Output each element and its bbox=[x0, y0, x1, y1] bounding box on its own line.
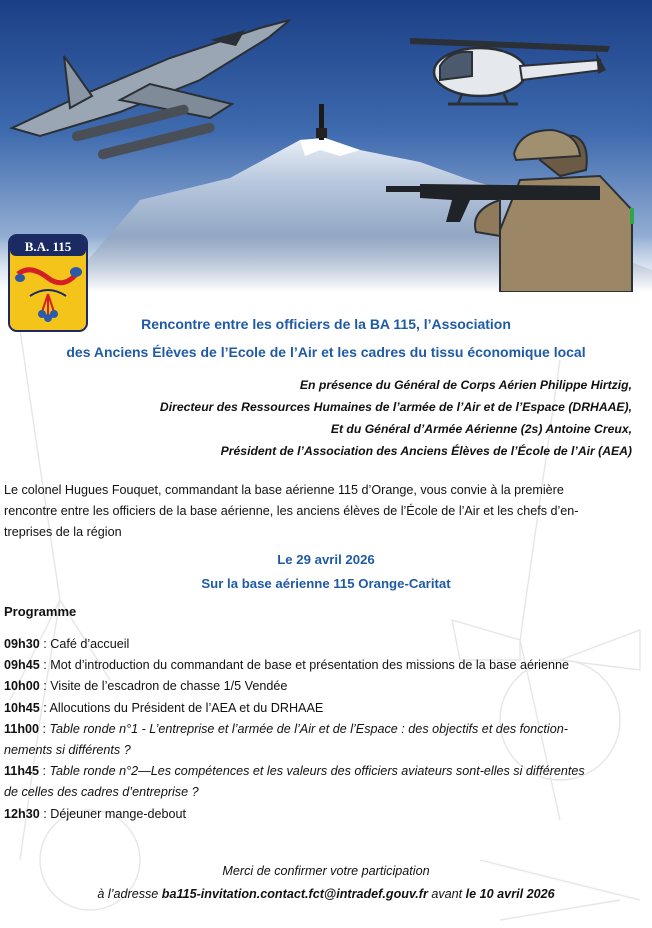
watermark-aircraft-illustration bbox=[0, 300, 652, 928]
rsvp-email-link[interactable]: ba115-invitation.contact.fct@intradef.gouv.fr bbox=[161, 887, 428, 901]
intro-line-2: rencontre entre les officiers de la base aérienne, les anciens élèves de l’École de l’Air et les chefs d’en- bbox=[4, 504, 579, 518]
rsvp-line-1: Merci de confirmer votre participation bbox=[222, 864, 430, 878]
program-item: 10h00 : Visite de l’escadron de chasse 1/5 Vendée bbox=[4, 679, 288, 694]
event-place: Sur la base aérienne 115 Orange-Caritat bbox=[201, 576, 451, 591]
event-date: Le 29 avril 2026 bbox=[277, 552, 375, 567]
rsvp-line-2: à l’adresse ba115-invitation.contact.fct@intradef.gouv.fr avant le 10 avril 2026 bbox=[97, 887, 555, 901]
program-title: Programme bbox=[4, 604, 77, 619]
presence-line-3: Et du Général d’Armée Aérienne (2s) Antoine Creux, bbox=[330, 422, 632, 436]
badge-label: B.A. 115 bbox=[24, 239, 72, 254]
invitation-intro bbox=[4, 480, 649, 543]
program-item-continued: de celles des cadres d’entreprise ? bbox=[4, 785, 199, 800]
title-line-1: Rencontre entre les officiers de la BA 115, l’Association bbox=[141, 316, 511, 332]
program-item: 12h30 : Déjeuner mange-debout bbox=[4, 806, 187, 821]
program-list bbox=[4, 634, 650, 825]
program-item: 11h45 : Table ronde n°2—Les compétences et les valeurs des officiers aviateurs sont-elles si différentes bbox=[4, 764, 585, 779]
header-illustration bbox=[0, 0, 652, 292]
program-item: 09h30 : Café d’accueil bbox=[4, 637, 130, 651]
presence-line-4: Président de l’Association des Anciens Élèves de l’École de l’Air (AEA) bbox=[220, 444, 632, 458]
intro-line-3: treprises de la région bbox=[4, 525, 122, 539]
rsvp-deadline: le 10 avril 2026 bbox=[465, 887, 555, 901]
program-item: 09h45 : Mot d’introduction du commandant de base et présentation des missions de la base aérienne bbox=[4, 658, 569, 673]
program-item-continued: nements si différents ? bbox=[4, 743, 131, 758]
presence-line-2: Directeur des Ressources Humaines de l’armée de l’Air et de l’Espace (DRHAAE), bbox=[159, 400, 632, 414]
presence-line-1: En présence du Général de Corps Aérien Philippe Hirtzig, bbox=[299, 378, 632, 392]
intro-line-1: Le colonel Hugues Fouquet, commandant la base aérienne 115 d’Orange, vous convie à la première bbox=[4, 483, 564, 497]
program-item: 10h45 : Allocutions du Président de l’AEA et du DRHAAE bbox=[4, 700, 324, 715]
title-line-2: des Anciens Élèves de l’Ecole de l’Air et les cadres du tissu économique local bbox=[66, 344, 586, 360]
program-item: 11h00 : Table ronde n°1 - L’entreprise et l’armée de l’Air et de l’Espace : des objectifs et des fonction- bbox=[4, 721, 568, 736]
